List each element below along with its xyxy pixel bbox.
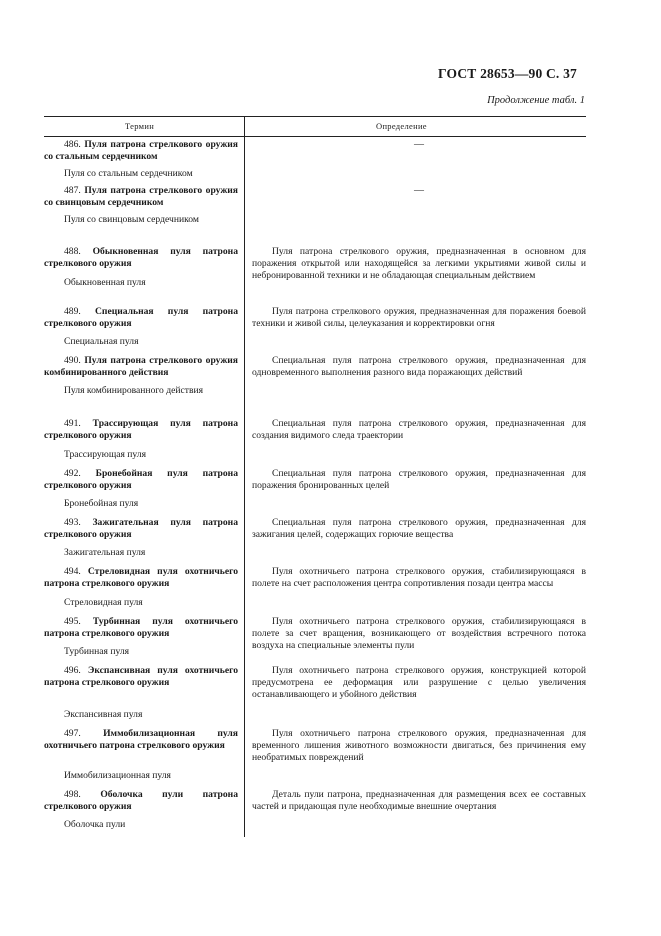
term-synonym: Пуля со стальным сердечником	[64, 168, 193, 179]
term-text: 487. Пуля патрона стрелкового оружия со свинцовым сердечником	[44, 185, 238, 208]
term-text: 495. Турбинная пуля охотничьего патрона стрелкового оружия	[44, 616, 238, 639]
term-synonym: Экспансивная пуля	[64, 709, 143, 720]
term-synonym: Трассирующая пуля	[64, 449, 147, 460]
term-text: 488. Обыкновенная пуля патрона стрелкового оружия	[44, 246, 238, 269]
column-header-definition: Определение	[376, 121, 427, 131]
definition-text: Специальная пуля патрона стрелкового оружия, предназначенная для создания видимого следа траектории	[252, 418, 586, 441]
term-synonym: Оболочка пули	[64, 819, 126, 830]
term-text: 496. Экспансивная пуля охотничьего патрона стрелкового оружия	[44, 665, 238, 688]
term-synonym: Пуля со свинцовым сердечником	[64, 214, 199, 225]
term-synonym: Иммобилизационная пуля	[64, 770, 171, 781]
term-text: 497. Иммобилизационная пуля охотничьего патрона стрелкового оружия	[44, 728, 238, 751]
term-synonym: Зажигательная пуля	[64, 547, 146, 558]
definition-text: Деталь пули патрона, предназначенная для размещения всех ее составных частей и придающая пуле необходимые внешние очертания	[252, 789, 586, 812]
term-synonym: Пуля комбинированного действия	[64, 385, 204, 396]
definition-text: Специальная пуля патрона стрелкового оружия, предназначенная для поражения бронированных целей	[252, 468, 586, 491]
term-synonym: Специальная пуля	[64, 336, 139, 347]
definition-text: Специальная пуля патрона стрелкового оружия, предназначенная для зажигания целей, содержащих горючие вещества	[252, 517, 586, 540]
definition-text: Пуля охотничьего патрона стрелкового оружия, стабилизирующаяся в полете на счет расположения центра сопротивления позади центра массы	[252, 566, 586, 589]
term-synonym: Турбинная пуля	[64, 646, 130, 657]
definition-text: —	[414, 139, 424, 150]
column-divider	[244, 116, 245, 837]
page-header: ГОСТ 28653—90 С. 37	[438, 66, 577, 81]
definition-text: Пуля охотничьего патрона стрелкового оружия, стабилизирующаяся в полете за счет вращения, возникающего от воздействия встречного потока воздуха на специальные элементы пули	[252, 616, 586, 651]
definition-text: Пуля охотничьего патрона стрелкового оружия, конструкцией которой предусмотрена ее деформация или разрушение с целью увеличения останавливающего и убойного действия	[252, 665, 586, 700]
definition-text: Пуля патрона стрелкового оружия, предназначенная в основном для поражения открытой или находящейся за легкими укрытиями живой силы и небронированной техники и не обладающая специальным действием	[252, 246, 586, 281]
definition-text: Пуля охотничьего патрона стрелкового оружия, предназначенная для временного лишения животного возможности двигаться, без причинения ему необратимых повреждений	[252, 728, 586, 763]
term-text: 486. Пуля патрона стрелкового оружия со стальным сердечником	[44, 139, 238, 162]
table-continuation-label: Продолжение табл. 1	[487, 95, 585, 106]
definition-text: Специальная пуля патрона стрелкового оружия, предназначенная для одновременного выполнения разного вида поражающих действий	[252, 355, 586, 378]
term-text: 492. Бронебойная пуля патрона стрелкового оружия	[44, 468, 239, 491]
term-text: 493. Зажигательная пуля патрона стрелкового оружия	[44, 517, 238, 540]
term-text: 491. Трассирующая пуля патрона стрелкового оружия	[44, 418, 239, 441]
term-synonym: Стреловидная пуля	[64, 597, 143, 608]
term-text: 494. Стреловидная пуля охотничьего патрона стрелкового оружия	[44, 566, 238, 589]
term-synonym: Обыкновенная пуля	[64, 277, 146, 288]
column-header-term: Термин	[125, 121, 155, 131]
term-text: 490. Пуля патрона стрелкового оружия комбинированного действия	[44, 355, 238, 378]
table-header	[44, 116, 586, 137]
term-text: 498. Оболочка пули патрона стрелкового оружия	[44, 789, 238, 812]
term-synonym: Бронебойная пуля	[64, 498, 139, 509]
definition-text: —	[414, 185, 424, 196]
term-text: 489. Специальная пуля патрона стрелкового оружия	[44, 306, 238, 329]
definition-text: Пуля патрона стрелкового оружия, предназначенная для поражения боевой техники и живой силы, целеуказания и корректировки огня	[252, 306, 586, 329]
